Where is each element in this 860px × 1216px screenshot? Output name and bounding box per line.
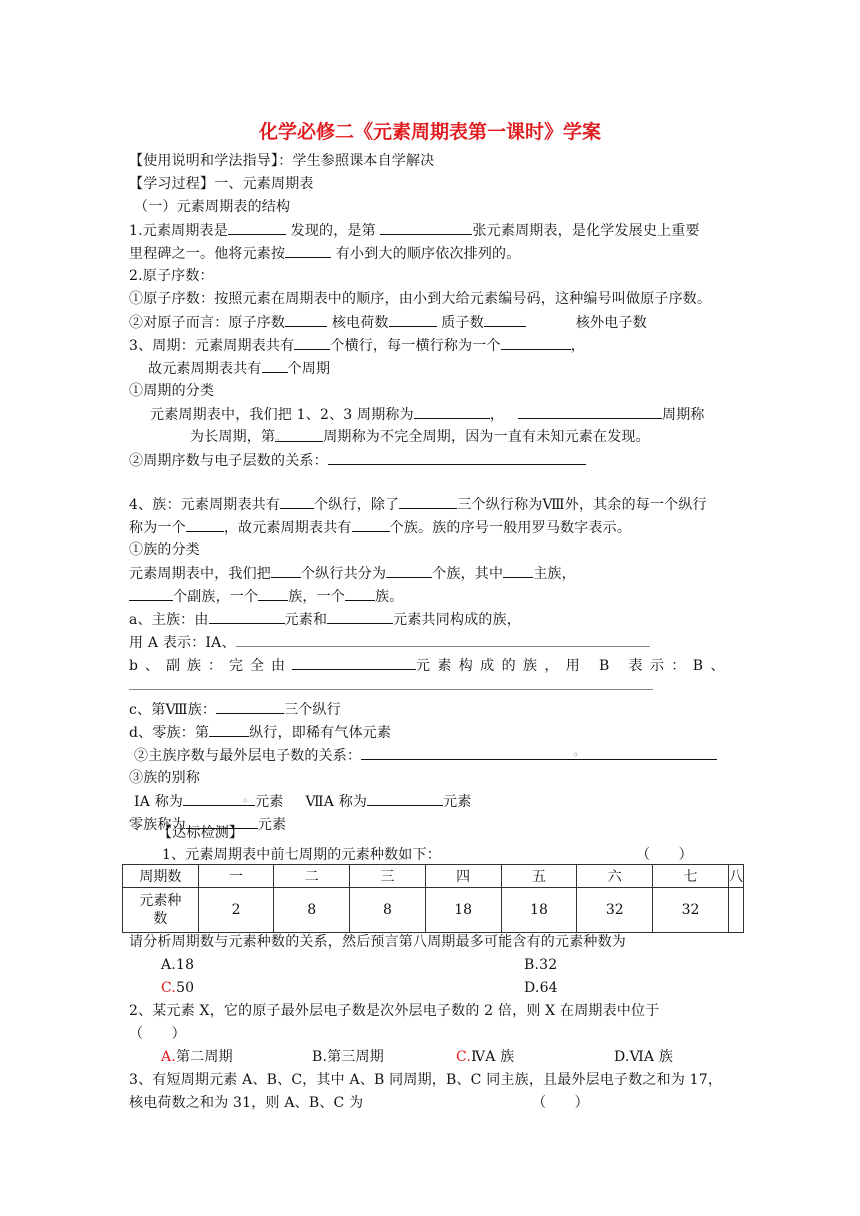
check-q1: 1、元素周期表中前七周期的元素种数如下： bbox=[162, 847, 441, 863]
row-label: 元素种 数 bbox=[123, 888, 199, 933]
blank[interactable] bbox=[209, 722, 249, 737]
q3-classify: ①周期的分类 bbox=[129, 383, 215, 399]
blank[interactable] bbox=[380, 220, 472, 235]
table-cell: 8 bbox=[350, 888, 426, 933]
blank[interactable] bbox=[328, 450, 586, 465]
q4-line4: 个副族，一个 族，一个 族。 bbox=[129, 586, 403, 607]
section-structure: （一）元素周期表的结构 bbox=[134, 199, 291, 215]
blank[interactable]: 。 bbox=[183, 791, 255, 806]
check-q2-paren: （ ） bbox=[129, 1026, 186, 1042]
blank[interactable] bbox=[414, 404, 490, 419]
main-group-line: a、主族：由 元素和 元素共同构成的族， bbox=[129, 609, 521, 630]
blank[interactable] bbox=[129, 675, 653, 690]
q1-line2: 里程碑之一。他将元素按 有小到大的顺序依次排列的。 bbox=[129, 243, 520, 264]
option-b: B.第三周期 bbox=[312, 1049, 384, 1065]
main-group-notation: 用 A 表示：ⅠA、 bbox=[129, 632, 650, 653]
q3-line4: 为长周期，第。 周期称为不完全周期，因为一直有未知元素在发现。 bbox=[190, 429, 650, 445]
blank[interactable] bbox=[518, 404, 662, 419]
q4-classify: ①族的分类 bbox=[129, 542, 200, 558]
blank[interactable] bbox=[271, 563, 301, 578]
alias-line1: ⅠA 称为 。 元素 ⅦA 称为 元素 bbox=[134, 790, 472, 810]
table-cell: 18 bbox=[501, 888, 577, 933]
check-q1-paren: （ ） bbox=[636, 847, 693, 863]
check-q1-ask: 请分析周期数与元素种数的关系，然后预言第八周期最多可能含有的元素种数为 bbox=[129, 934, 626, 950]
usage-line: 【使用说明和学法指导】：学生参照课本自学解决 bbox=[129, 153, 435, 169]
blank[interactable] bbox=[294, 335, 330, 350]
table-header: 二 bbox=[274, 865, 350, 888]
table-cell: 8 bbox=[274, 888, 350, 933]
option-d: D.ⅥA 族 bbox=[614, 1049, 674, 1065]
main-group-relation: ②主族序数与最外层电子数的关系： 。 bbox=[134, 745, 717, 766]
q3-line3: 元素周期表中，我们把 1、2、3 周期称为 ， 周期称 bbox=[150, 404, 705, 425]
table-header: 一 bbox=[198, 865, 274, 888]
blank[interactable] bbox=[345, 586, 375, 601]
group-alias: ③族的别称 bbox=[129, 770, 200, 786]
blank[interactable] bbox=[216, 699, 284, 714]
blank[interactable] bbox=[367, 791, 443, 806]
table-cell: 32 bbox=[653, 888, 729, 933]
q4-line3: 元素周期表中，我们把 个纵行共分为 个族，其中 主族， bbox=[129, 563, 576, 584]
table-header: 周期数 bbox=[123, 865, 199, 888]
table-cell: 32 bbox=[577, 888, 653, 933]
blank[interactable] bbox=[285, 312, 327, 327]
option-c: C.50 bbox=[161, 980, 195, 996]
blank[interactable] bbox=[484, 312, 526, 327]
alias-line2: 零族称为 元素 bbox=[129, 814, 286, 835]
blank[interactable] bbox=[503, 563, 533, 578]
q3-line1: 3、周期：元素周期表共有 个横行，每一横行称为一个 ， bbox=[129, 335, 585, 356]
q3-line2: 故元素周期表共有 个周期 bbox=[148, 358, 330, 379]
blank[interactable] bbox=[386, 563, 432, 578]
table-row bbox=[123, 865, 744, 888]
blank[interactable] bbox=[327, 609, 393, 624]
element-count-table bbox=[122, 864, 744, 933]
blank[interactable] bbox=[285, 243, 331, 258]
blank[interactable] bbox=[209, 609, 285, 624]
blank[interactable]: 。 bbox=[275, 427, 323, 442]
q4-line1: 4、族：元素周期表共有 个纵行，除了 三个纵行称为Ⅷ外，其余的每一个纵行 bbox=[129, 494, 707, 515]
table-header: 四 bbox=[425, 865, 501, 888]
blank[interactable]: 。 bbox=[361, 745, 717, 760]
q2-line2: ②对原子而言：原子序数 核电荷数 质子数 核外电子数 bbox=[129, 312, 647, 333]
zero-group-line: d、零族：第 纵行，即稀有气体元素 bbox=[129, 722, 391, 743]
table-header: 五 bbox=[501, 865, 577, 888]
blank[interactable] bbox=[129, 586, 173, 601]
blank[interactable] bbox=[258, 586, 288, 601]
q2-title: 2.原子序数： bbox=[129, 268, 214, 284]
check-title: 【达标检测】 bbox=[158, 825, 244, 841]
table-cell: 18 bbox=[425, 888, 501, 933]
option-a: A.18 bbox=[161, 957, 195, 973]
option-d: D.64 bbox=[524, 980, 558, 996]
q1-line1: 1.元素周期表是 发现的，是第 张元素周期表，是化学发展史上重要 bbox=[129, 220, 700, 241]
process-line: 【学习过程】一、元素周期表 bbox=[129, 176, 314, 192]
table-header: 八 bbox=[728, 865, 743, 888]
option-a: A.第二周期 bbox=[161, 1049, 233, 1065]
table-cell: 2 bbox=[198, 888, 274, 933]
q4-line2: 称为一个 ，故元素周期表共有 个族。族的序号一般用罗马数字表示。 bbox=[129, 517, 631, 538]
check-q2: 2、某元素 X，它的原子最外层电子数是次外层电子数的 2 倍，则 X 在周期表中位于 bbox=[129, 1003, 660, 1019]
blank[interactable] bbox=[292, 655, 416, 670]
blank[interactable] bbox=[389, 312, 437, 327]
option-c: C.ⅣA 族 bbox=[456, 1049, 515, 1065]
q2-line1: ①原子序数：按照元素在周期表中的顺序，由小到大给元素编号码，这种编号叫做原子序数。 bbox=[129, 291, 712, 307]
page-title: 化学必修二《元素周期表第一课时》学案 bbox=[258, 121, 601, 143]
blank[interactable] bbox=[501, 335, 571, 350]
table-header: 六 bbox=[577, 865, 653, 888]
option-b: B.32 bbox=[524, 957, 558, 973]
check-q3-line1: 3、有短周期元素 A、B、C，其中 A、B 同周期，B、C 同主族，且最外层电子数之和为 17， bbox=[129, 1072, 723, 1088]
table-cell bbox=[728, 888, 743, 933]
blank[interactable] bbox=[236, 632, 650, 647]
q3-line5: ②周期序数与电子层数的关系： bbox=[129, 450, 586, 471]
table-header: 七 bbox=[653, 865, 729, 888]
group-viii-line: c、第Ⅷ族： 三个纵行 bbox=[129, 699, 341, 720]
check-q3-paren: （ ） bbox=[532, 1095, 589, 1111]
blank[interactable] bbox=[186, 517, 224, 532]
blank[interactable] bbox=[280, 494, 314, 509]
sub-group-line: b、副族：完全由 元素构成的族，用 B 表示：B、 bbox=[129, 655, 727, 676]
blank[interactable] bbox=[352, 517, 390, 532]
blank[interactable] bbox=[262, 358, 288, 373]
blank[interactable] bbox=[399, 494, 457, 509]
table-header: 三 bbox=[350, 865, 426, 888]
table-row bbox=[123, 888, 744, 933]
sub-group-notation bbox=[129, 675, 653, 696]
blank[interactable] bbox=[228, 220, 286, 235]
check-q3-line2: 核电荷数之和为 31，则 A、B、C 为 bbox=[129, 1095, 364, 1111]
